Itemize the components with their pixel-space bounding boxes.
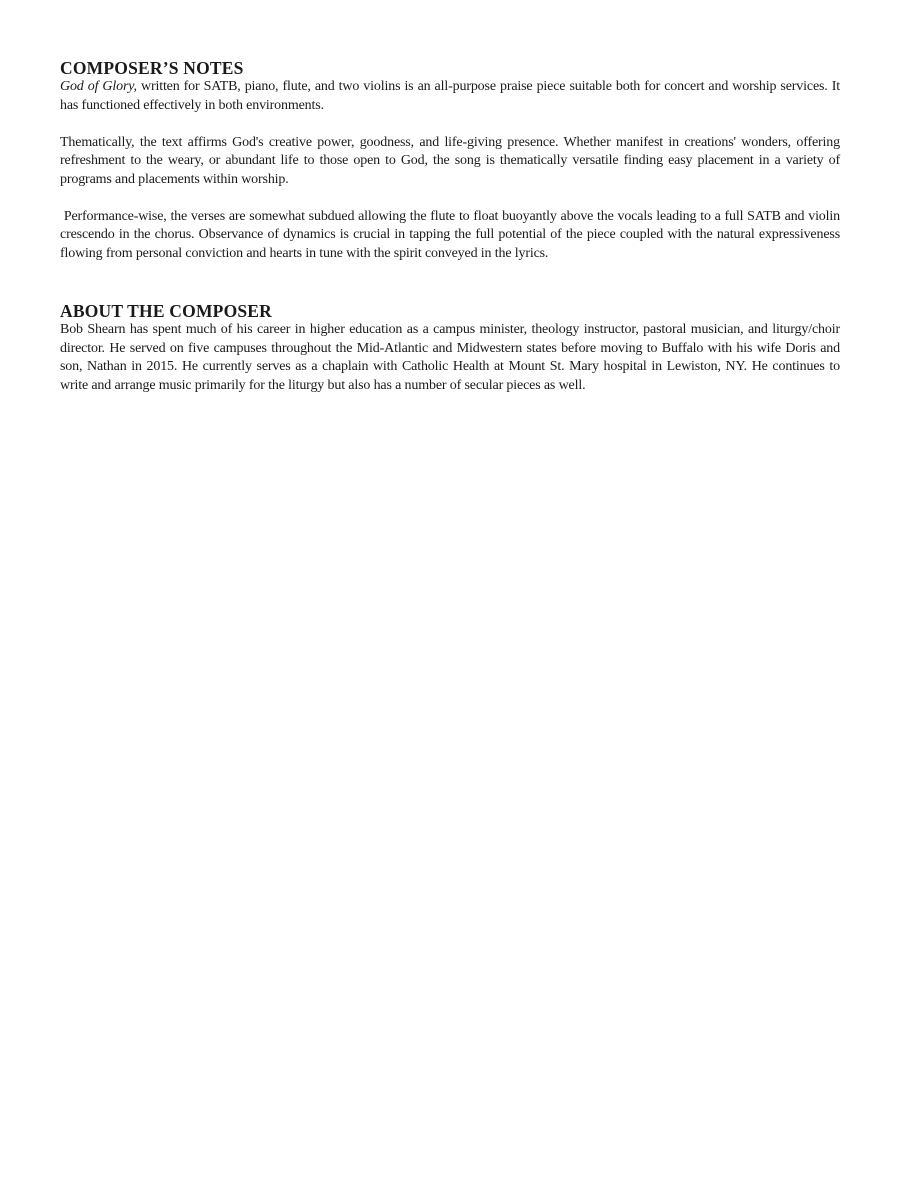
about-composer-heading: ABOUT THE COMPOSER: [60, 301, 273, 321]
intro-text: written for SATB, piano, flute, and two violins is an all-purpose praise piece suitable both for concert and worship services. It has functioned effectively in both environments.: [60, 79, 840, 113]
composers-notes-performance-paragraph: Performance-wise, the verses are somewhat subdued allowing the flute to float buoyantly above the vocals leading to a full SATB and violin crescendo in the chorus. Observance of dynamics is crucial in tapping the full potential of the piece coupled with the natural expressiveness flowing from personal conviction and hearts in tune with the spirit conveyed in the lyrics.: [60, 208, 844, 261]
about-composer-section: [60, 301, 840, 395]
composers-notes-section: [60, 58, 844, 263]
about-composer-paragraph: Bob Shearn has spent much of his career in higher education as a campus minister, theology instructor, pastoral musician, and liturgy/choir director. He served on five campuses throughout the Mid-Atlantic and Midwestern states before moving to Buffalo with his wife Doris and son, Nathan in 2015. He currently serves as a chaplain with Catholic Health at Mount St. Mary hospital in Lewiston, NY. He continues to write and arrange music primarily for the liturgy but also has a number of secular pieces as well.: [60, 322, 840, 393]
composers-notes-heading: COMPOSER’S NOTES: [60, 58, 244, 78]
document-page: [60, 58, 844, 395]
composers-notes-theme-paragraph: Thematically, the text affirms God's creative power, goodness, and life-giving presence. Whether manifest in creations' wonders, offering refreshment to the weary, or abundant life to those open to God, the song is thematically versatile finding easy placement in a variety of programs and placements within worship.: [60, 134, 840, 187]
piece-title: God of Glory,: [60, 79, 137, 94]
composers-notes-intro-paragraph: [60, 78, 840, 115]
